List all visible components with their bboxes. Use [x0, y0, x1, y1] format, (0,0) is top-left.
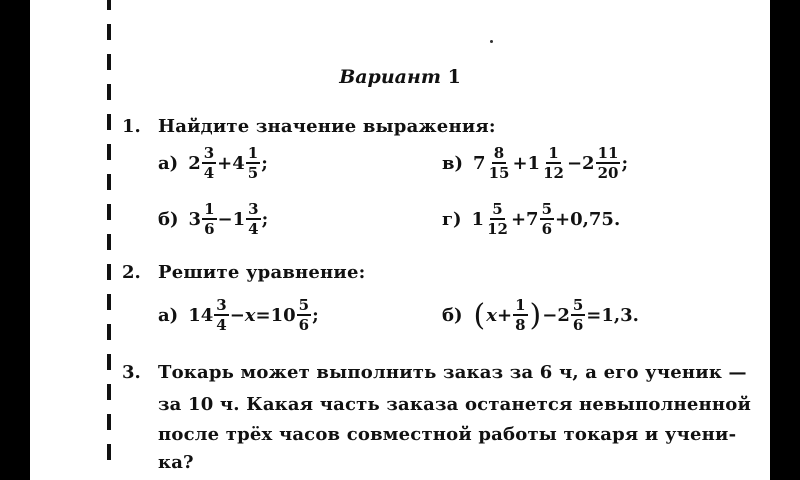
fraction: $\frac{3}{4}$ [203, 144, 215, 182]
margin-mark [107, 144, 111, 160]
expression-1v: в) 7 $\frac{8}{15}$ + 1 $\frac{1}{12}$ − 2 $\frac{11}{20}$ ; [442, 144, 629, 182]
margin-mark [107, 294, 111, 310]
task-text: Найдите значение выражения: [158, 116, 496, 137]
fraction: $\frac{1}{6}$ [204, 200, 215, 238]
margin-mark [107, 114, 111, 130]
margin-mark [107, 174, 111, 190]
margin-mark [107, 414, 111, 430]
fraction: $\frac{1}{8}$ [515, 296, 526, 334]
margin-mark [107, 384, 111, 400]
margin-mark [107, 0, 111, 10]
task-text: Решите уравнение: [158, 262, 366, 283]
margin-mark [107, 324, 111, 340]
margin-mark [107, 204, 111, 220]
problem-line: ка? [158, 452, 194, 473]
equation-2b: б) ( x + $\frac{1}{8}$ ) −2 $\frac{5}{6}$ =1,3. [442, 296, 639, 334]
task-number: 3. [122, 362, 141, 383]
expression-1b: б) 3 $\frac{1}{6}$ − 1 $\frac{3}{4}$ ; [158, 200, 269, 238]
fraction: $\frac{5}{6}$ [541, 200, 553, 238]
fraction: $\frac{1}{5}$ [247, 144, 259, 182]
expression-1a: а) 2 $\frac{3}{4}$ + 4 $\frac{1}{5}$ ; [158, 144, 268, 182]
problem-line: Токарь может выполнить заказ за 6 ч, а его ученик — [158, 362, 747, 383]
margin-mark [107, 354, 111, 370]
expression-1g: г) 1 $\frac{5}{12}$ + 7 $\frac{5}{6}$ +0,75. [442, 200, 621, 238]
task-number: 1. [122, 116, 141, 137]
fraction: $\frac{3}{4}$ [216, 296, 227, 334]
fraction: $\frac{8}{15}$ [488, 144, 510, 182]
margin-mark [107, 234, 111, 250]
fraction: $\frac{3}{4}$ [248, 200, 259, 238]
fraction: $\frac{5}{6}$ [298, 296, 310, 334]
margin-mark [107, 24, 111, 40]
worksheet-page [30, 0, 770, 480]
fraction: $\frac{5}{12}$ [487, 200, 508, 238]
task-number: 2. [122, 262, 141, 283]
problem-line: после трёх часов совместной работы токаря и учени- [158, 424, 737, 445]
equation-2a: а) 14 $\frac{3}{4}$ − x =10 $\frac{5}{6}$ ; [158, 296, 319, 334]
fraction: $\frac{5}{6}$ [572, 296, 584, 334]
speck [490, 40, 493, 43]
problem-line: за 10 ч. Какая часть заказа останется невыполненной [158, 394, 752, 415]
fraction: $\frac{11}{20}$ [597, 144, 619, 182]
fraction: $\frac{1}{12}$ [543, 144, 564, 182]
margin-mark [107, 264, 111, 280]
variant-title: Вариант 1 [339, 66, 461, 88]
margin-mark [107, 444, 111, 460]
